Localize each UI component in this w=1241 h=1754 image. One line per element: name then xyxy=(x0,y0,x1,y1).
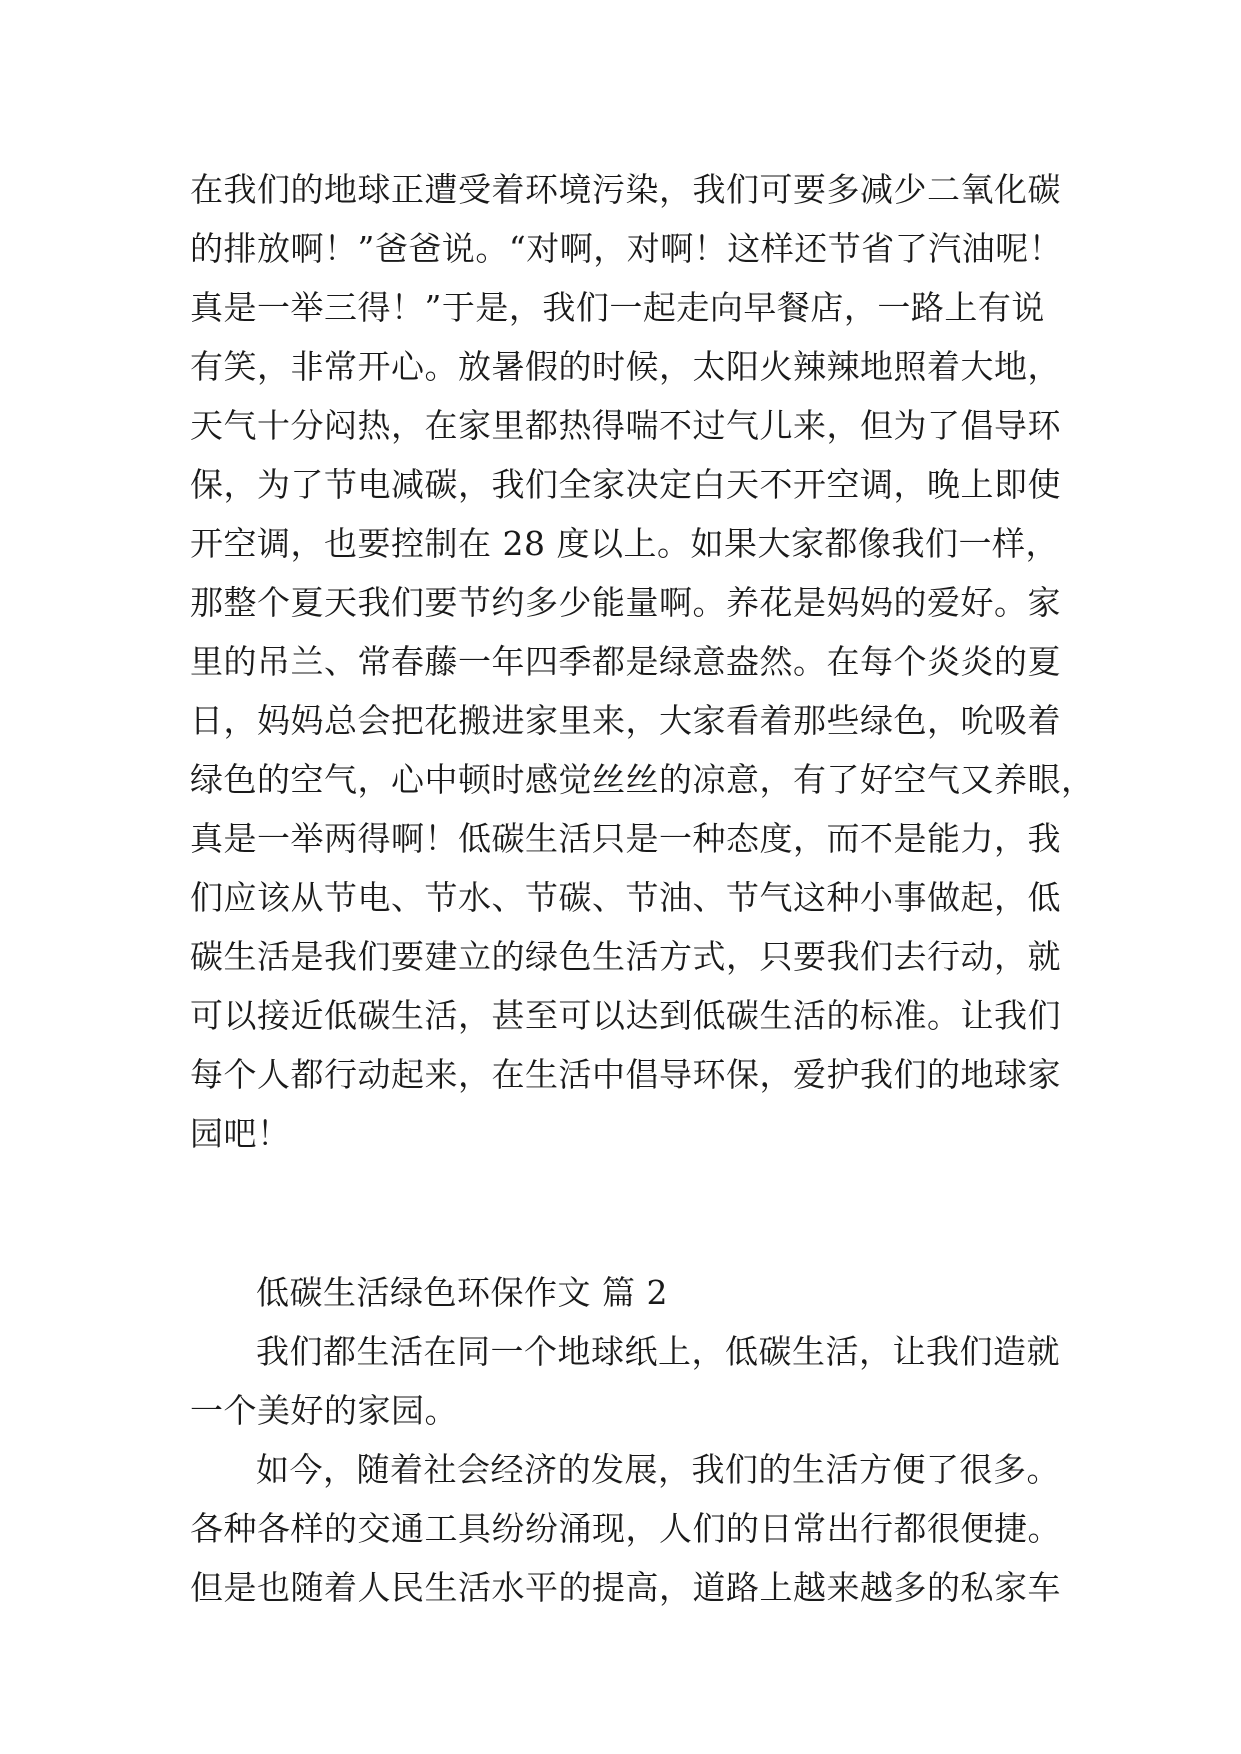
text-line: 的排放啊！”爸爸说。“对啊，对啊！这样还节省了汽油呢！ xyxy=(190,229,1063,268)
document-body xyxy=(190,160,1095,1617)
paragraph-3 xyxy=(190,1440,1080,1617)
text-line: 有笑，非常开心。放暑假的时候，太阳火辣辣地照着大地， xyxy=(190,347,1061,386)
text-line: 绿色的空气，心中顿时感觉丝丝的凉意，有了好空气又养眼， xyxy=(190,760,1095,799)
text-line: 我们都生活在同一个地球纸上，低碳生活，让我们造就 xyxy=(256,1332,1060,1371)
text-line: 可以接近低碳生活，甚至可以达到低碳生活的标准。让我们 xyxy=(190,996,1061,1035)
section-spacer xyxy=(190,1163,1080,1263)
section-heading: 低碳生活绿色环保作文 篇 2 xyxy=(256,1273,668,1312)
text-line: 各种各样的交通工具纷纷涌现，人们的日常出行都很便捷。 xyxy=(190,1509,1061,1548)
text-line: 如今，随着社会经济的发展，我们的生活方便了很多。 xyxy=(256,1450,1060,1489)
text-line: 里的吊兰、常春藤一年四季都是绿意盎然。在每个炎炎的夏 xyxy=(190,642,1061,681)
text-line: 们应该从节电、节水、节碳、节油、节气这种小事做起，低 xyxy=(190,878,1061,917)
text-line: 真是一举三得！”于是，我们一起走向早餐店，一路上有说 xyxy=(190,288,1045,327)
text-line: 日，妈妈总会把花搬进家里来，大家看着那些绿色，吮吸着 xyxy=(190,701,1061,740)
paragraph-1 xyxy=(190,160,1095,1163)
text-line: 开空调，也要控制在 28 度以上。如果大家都像我们一样， xyxy=(190,524,1059,563)
text-line: 一个美好的家园。 xyxy=(190,1391,458,1430)
text-line: 天气十分闷热，在家里都热得喘不过气儿来，但为了倡导环 xyxy=(190,406,1061,445)
text-line: 真是一举两得啊！低碳生活只是一种态度，而不是能力，我 xyxy=(190,819,1061,858)
text-line: 保，为了节电减碳，我们全家决定白天不开空调，晚上即使 xyxy=(190,465,1061,504)
text-line: 在我们的地球正遭受着环境污染，我们可要多减少二氧化碳 xyxy=(190,170,1061,209)
text-line: 碳生活是我们要建立的绿色生活方式，只要我们去行动，就 xyxy=(190,937,1061,976)
text-line: 每个人都行动起来，在生活中倡导环保，爱护我们的地球家 xyxy=(190,1055,1061,1094)
text-line: 但是也随着人民生活水平的提高，道路上越来越多的私家车 xyxy=(190,1568,1061,1607)
paragraph-2 xyxy=(190,1322,1080,1440)
text-line: 园吧！ xyxy=(190,1114,291,1153)
text-line: 那整个夏天我们要节约多少能量啊。养花是妈妈的爱好。家 xyxy=(190,583,1061,622)
